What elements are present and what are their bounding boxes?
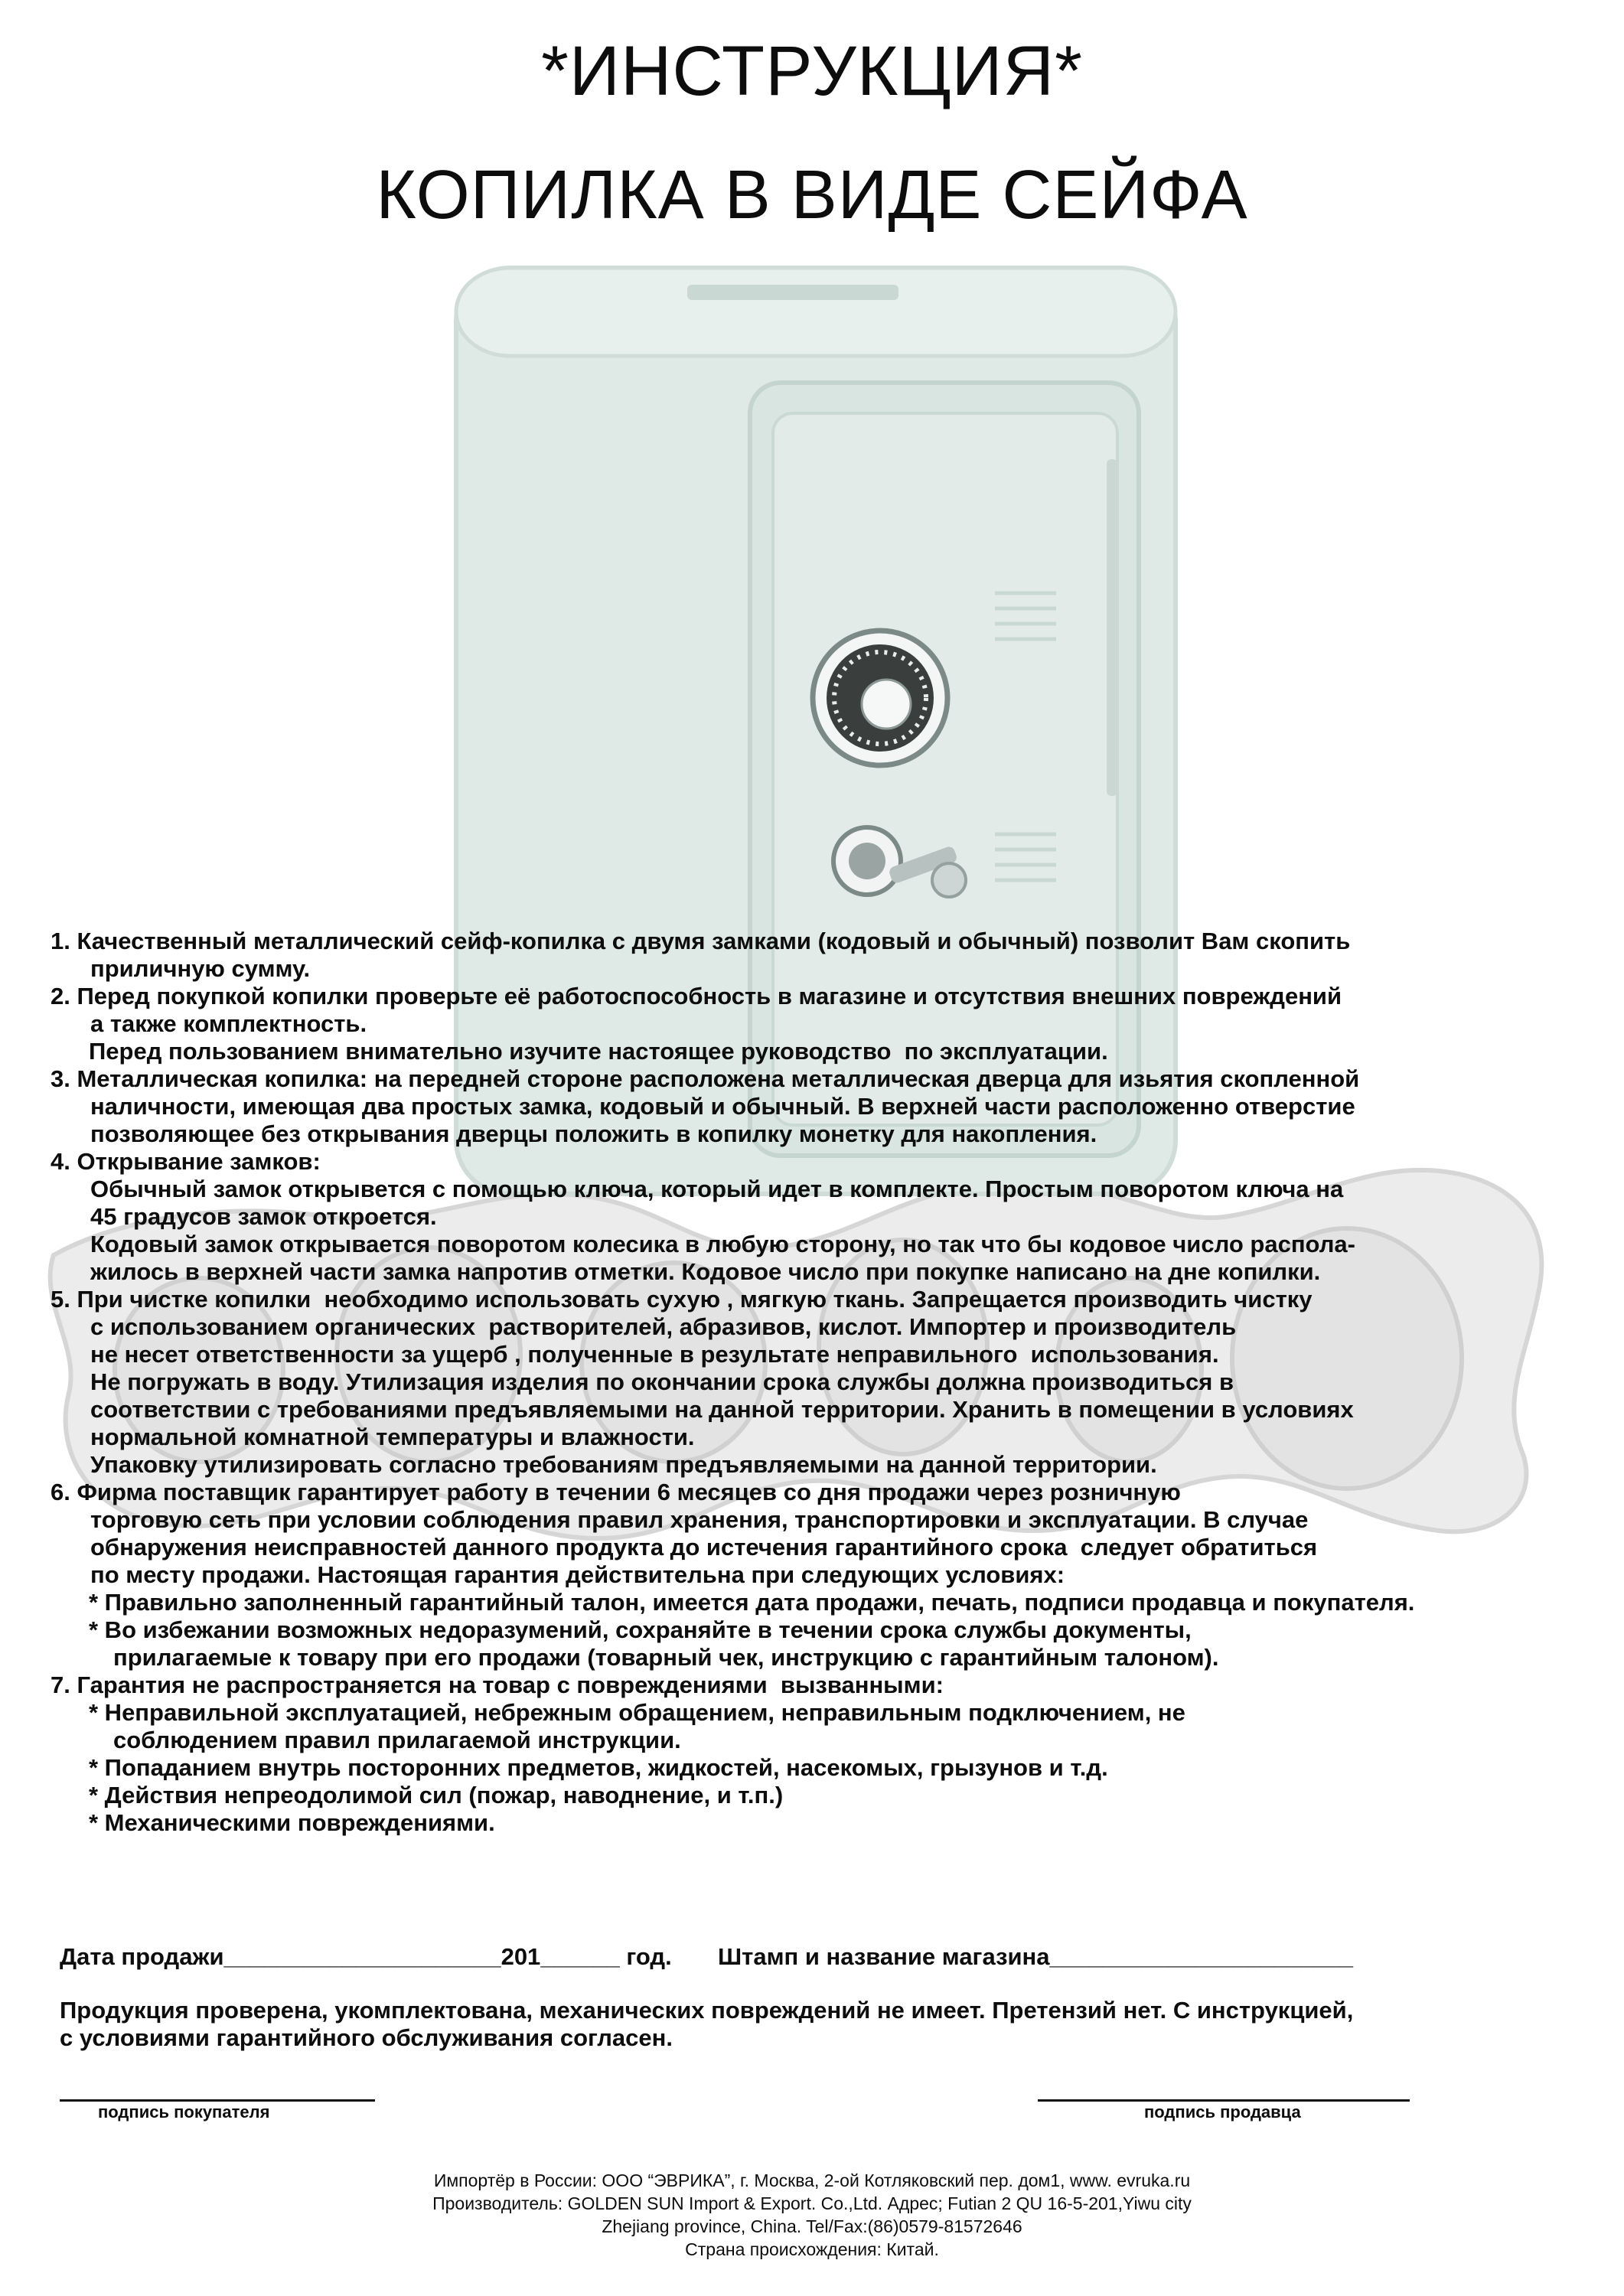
sale-year-suffix: год. <box>619 1943 672 1970</box>
instruction-line: позволяющее без открывания дверцы положить в копилку монетку для накопления. <box>90 1120 1097 1147</box>
instruction-line: * Попаданием внутрь посторонних предметов, жидкостей, насекомых, грызунов и т.д. <box>89 1754 1108 1781</box>
instruction-line: 2. Перед покупкой копилки проверьте её работоспособность в магазине и отсутствия внешних повреждений <box>51 983 1342 1009</box>
instruction-line: 1. Качественный металлический сейф-копилка с двумя замками (кодовый и обычный) позволит Вам скопить <box>51 928 1351 954</box>
instruction-line: нормальной комнатной температуры и влажности. <box>90 1424 695 1450</box>
instruction-line: * Механическими повреждениями. <box>89 1809 495 1836</box>
seller-signature-line[interactable] <box>1038 2099 1410 2102</box>
verification-line: Продукция проверена, укомплектована, механических повреждений не имеет. Претензий нет. С инструкцией, <box>60 1997 1354 2024</box>
page-subtitle: КОПИЛКА В ВИДЕ СЕЙФА <box>376 157 1248 233</box>
instruction-line: Упаковку утилизировать согласно требованиям предъявляемыми на данной территории. <box>90 1451 1157 1478</box>
instruction-line: 6. Фирма поставщик гарантирует работу в течении 6 месяцев со дня продажи через розничную <box>51 1479 1181 1505</box>
instruction-line: 5. При чистке копилки необходимо использовать сухую , мягкую ткань. Запрещается производить чистку <box>51 1286 1313 1313</box>
instruction-line: приличную сумму. <box>90 955 311 982</box>
instruction-line: с использованием органических растворителей, абразивов, кислот. Импортер и производитель <box>90 1313 1237 1340</box>
buyer-signature-label: подпись покупателя <box>98 2102 270 2122</box>
footer-manufacturer: Производитель: GOLDEN SUN Import & Export. Co.,Ltd. Адрес; Futian 2 QU 16-5-201,Yiwu city <box>432 2193 1192 2213</box>
footer-importer: Импортёр в России: ООО “ЭВРИКА”, г. Москва, 2-ой Котляковский пер. дом1, www. evruka.ru <box>433 2170 1191 2190</box>
instruction-line: торговую сеть при условии соблюдения правил хранения, транспортировки и эксплуатации. В случае <box>90 1506 1309 1533</box>
instruction-line: Не погружать в воду. Утилизация изделия по окончании срока службы должна производиться в <box>90 1368 1234 1395</box>
instruction-line: прилагаемые к товару при его продажи (товарный чек, инструкцию с гарантийным талоном). <box>113 1644 1219 1671</box>
stamp-field[interactable]: _______________________ <box>1049 1943 1354 1970</box>
buyer-signature-line[interactable] <box>60 2099 375 2102</box>
stamp-label: Штамп и название магазина <box>718 1943 1050 1970</box>
sale-date-label: Дата продажи <box>60 1943 224 1970</box>
verification-statement <box>60 1997 1560 2052</box>
instruction-line: 4. Открывание замков: <box>51 1148 321 1175</box>
footer-address: Zhejiang province, China. Tel/Fax:(86)0579-81572646 <box>602 2216 1022 2236</box>
instruction-line: * Во избежании возможных недоразумений, сохраняйте в течении срока службы документы, <box>89 1616 1192 1643</box>
instruction-line: соблюдением правил прилагаемой инструкции. <box>113 1727 681 1753</box>
instruction-line: * Правильно заполненный гарантийный талон, имеется дата продажи, печать, подписи продавца и покупателя. <box>89 1589 1415 1616</box>
footer <box>0 2169 1624 2261</box>
instruction-line: соответствии с требованиями предъявляемыми на данной территории. Хранить в помещении в условиях <box>90 1396 1354 1423</box>
instruction-line: 3. Металлическая копилка: на передней стороне расположена металлическая дверца для изьятия скопленной <box>51 1065 1360 1092</box>
instruction-line: * Действия непреодолимой сил (пожар, наводнение, и т.п.) <box>89 1782 784 1808</box>
sale-year-prefix: 201 <box>501 1943 541 1970</box>
instruction-line: * Неправильной эксплуатацией, небрежным обращением, неправильным подключением, не <box>89 1699 1185 1726</box>
sale-year-field[interactable]: ______ <box>540 1943 620 1970</box>
instruction-line: а также комплектность. <box>90 1010 367 1037</box>
page-title: *ИНСТРУКЦИЯ* <box>541 32 1083 110</box>
verification-line: с условиями гарантийного обслуживания согласен. <box>60 2024 673 2051</box>
footer-origin: Страна происхождения: Китай. <box>685 2239 939 2259</box>
sale-info-row <box>60 1942 1353 1972</box>
instruction-line: Перед пользованием внимательно изучите настоящее руководство по эксплуатации. <box>89 1038 1108 1065</box>
instruction-line: обнаружения неисправностей данного продукта до истечения гарантийного срока следует обратиться <box>90 1534 1318 1561</box>
instruction-line: по месту продажи. Настоящая гарантия действительна при следующих условиях: <box>90 1561 1065 1588</box>
instruction-line: Обычный замок открывется с помощью ключа, который идет в комплекте. Простым поворотом ключа на <box>90 1176 1344 1202</box>
instruction-line: жилось в верхней части замка напротив отметки. Кодовое число при покупке написано на дне копилки. <box>90 1258 1321 1285</box>
instruction-line: 7. Гарантия не распространяется на товар с повреждениями вызванными: <box>51 1671 944 1698</box>
combination-dial <box>813 631 947 765</box>
instruction-line: наличности, имеющая два простых замка, кодовый и обычный. В верхней части расположенно отверстие <box>90 1093 1355 1120</box>
seller-signature-label: подпись продавца <box>1144 2102 1301 2122</box>
instruction-line: Кодовый замок открывается поворотом колесика в любую сторону, но так что бы кодовое число распола- <box>90 1231 1355 1257</box>
instructions-body <box>51 928 1589 1837</box>
instruction-line: 45 градусов замок откроется. <box>90 1203 437 1230</box>
sale-date-field[interactable]: _____________________ <box>223 1943 501 1970</box>
instruction-line: не несет ответственности за ущерб , полученные в результате неправильного использования. <box>90 1341 1219 1368</box>
